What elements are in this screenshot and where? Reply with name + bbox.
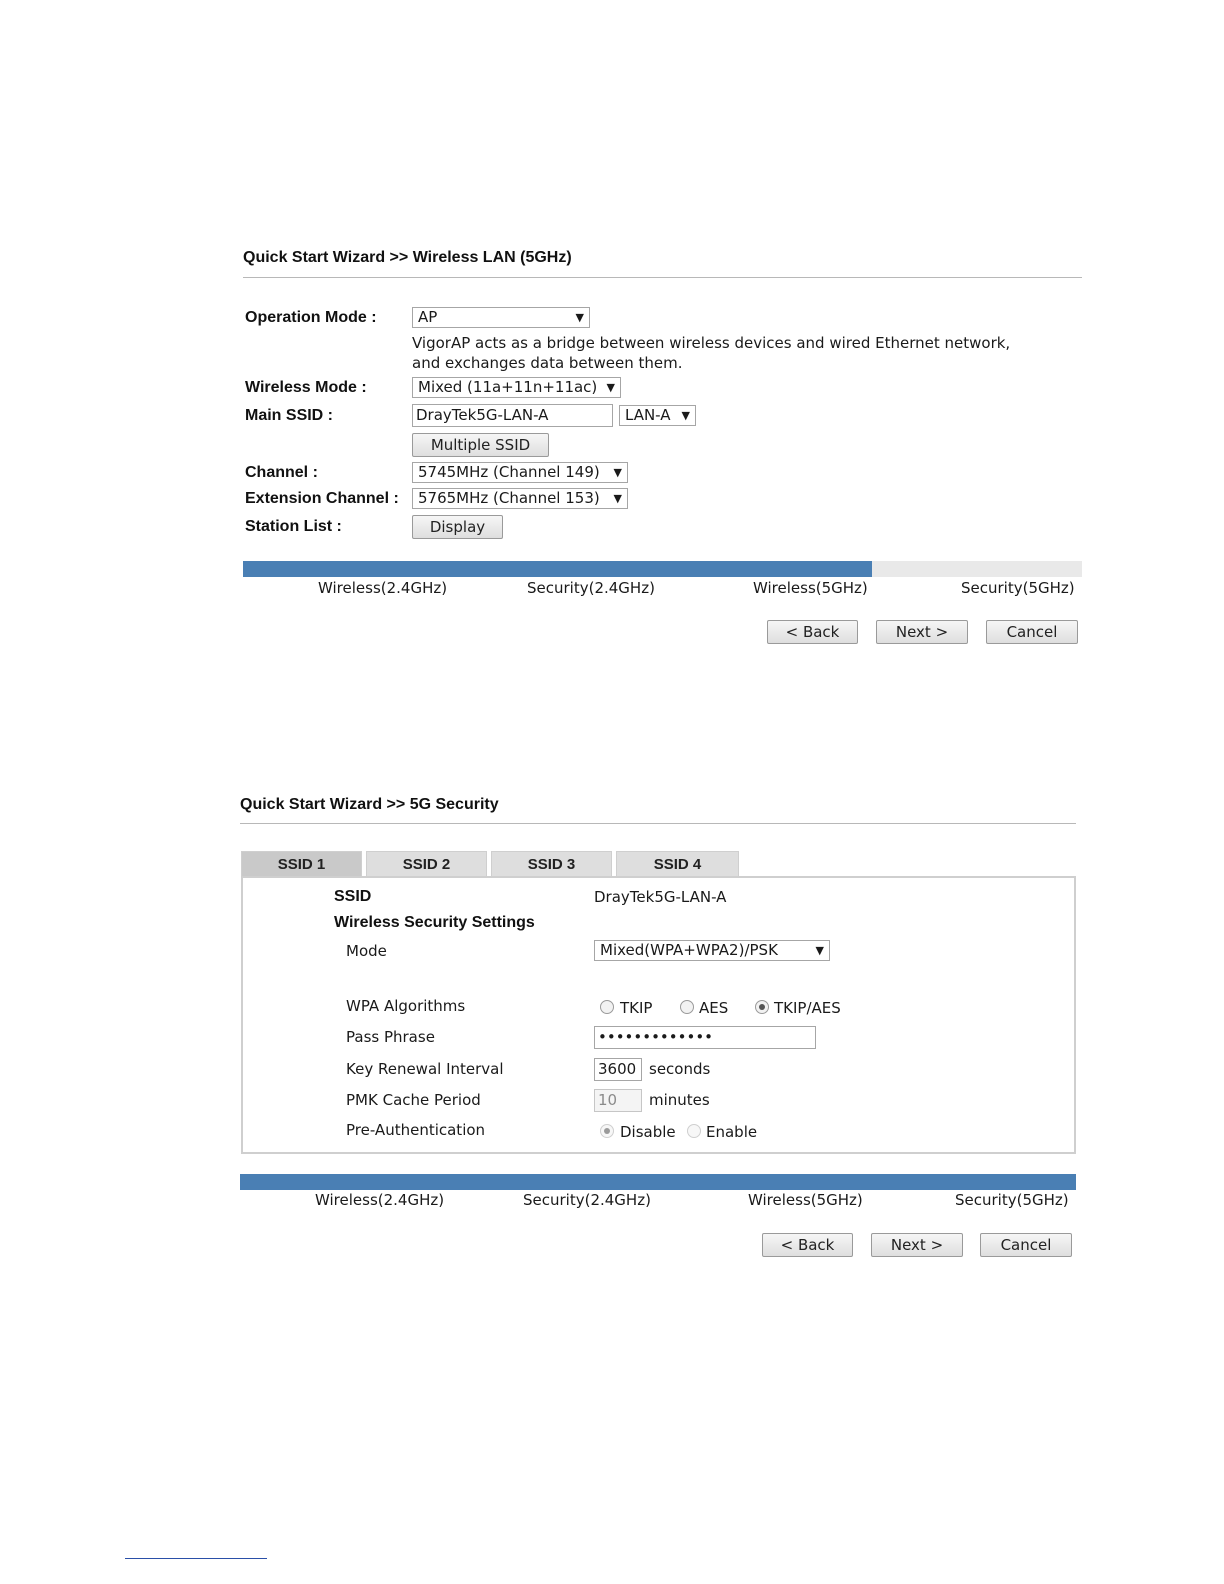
operation-mode-description-1: VigorAP acts as a bridge between wireless devices and wired Ethernet network, (412, 334, 1011, 352)
step-wireless-5: Wireless(5GHz) (753, 579, 868, 597)
cancel-button[interactable]: Cancel (980, 1233, 1072, 1257)
wpa-aes-label: AES (699, 999, 729, 1017)
station-list-label: Station List : (245, 518, 342, 535)
pmk-cache-label: PMK Cache Period (346, 1091, 481, 1109)
wpa-tkip-aes-label: TKIP/AES (774, 999, 841, 1017)
dropdown-arrow-icon: ▼ (815, 944, 824, 957)
wpa-aes-radio[interactable] (680, 1000, 694, 1014)
back-button[interactable]: < Back (762, 1233, 853, 1257)
key-renewal-label: Key Renewal Interval (346, 1060, 504, 1078)
step-wireless-5: Wireless(5GHz) (748, 1191, 863, 1209)
pre-authentication-label: Pre-Authentication (346, 1121, 486, 1139)
security-mode-select[interactable] (594, 940, 830, 961)
next-button[interactable]: Next > (871, 1233, 963, 1257)
security-mode-value: Mixed(WPA+WPA2)/PSK (600, 941, 778, 959)
wireless-mode-select[interactable] (412, 377, 621, 398)
dropdown-arrow-icon: ▼ (606, 381, 615, 394)
next-button[interactable]: Next > (876, 620, 968, 644)
preauth-disable-radio[interactable] (600, 1124, 614, 1138)
wireless-security-settings-heading: Wireless Security Settings (334, 914, 535, 931)
wizard-progress-bar (243, 561, 1082, 577)
wpa-tkip-radio[interactable] (600, 1000, 614, 1014)
tab-ssid-1[interactable]: SSID 1 (241, 851, 362, 877)
tab-ssid-3[interactable]: SSID 3 (491, 851, 612, 877)
cancel-button[interactable]: Cancel (986, 620, 1078, 644)
dropdown-arrow-icon: ▼ (681, 409, 690, 422)
channel-select[interactable] (412, 462, 628, 483)
wpa-algorithms-label: WPA Algorithms (346, 997, 466, 1015)
extension-channel-value: 5765MHz (Channel 153) (418, 489, 600, 507)
tab-ssid-2[interactable]: SSID 2 (366, 851, 487, 877)
step-security-24: Security(2.4GHz) (527, 579, 655, 597)
main-ssid-label: Main SSID : (245, 407, 334, 424)
dropdown-arrow-icon: ▼ (613, 492, 622, 505)
step-security-5: Security(5GHz) (961, 579, 1075, 597)
lan-value: LAN-A (625, 406, 671, 424)
preauth-disable-label: Disable (620, 1123, 676, 1141)
step-security-5: Security(5GHz) (955, 1191, 1069, 1209)
back-button[interactable]: < Back (767, 620, 858, 644)
wpa-tkip-label: TKIP (620, 999, 653, 1017)
key-renewal-input[interactable]: 3600 (594, 1058, 642, 1081)
operation-mode-description-2: and exchanges data between them. (412, 354, 683, 372)
channel-value: 5745MHz (Channel 149) (418, 463, 600, 481)
pass-phrase-input[interactable]: ••••••••••••• (594, 1026, 816, 1049)
dropdown-arrow-icon: ▼ (575, 311, 584, 324)
security5g-title: Quick Start Wizard >> 5G Security (240, 796, 499, 813)
key-renewal-unit: seconds (649, 1060, 711, 1078)
operation-mode-value: AP (418, 308, 438, 326)
extension-channel-label: Extension Channel : (245, 490, 399, 507)
pmk-cache-input[interactable]: 10 (594, 1089, 642, 1112)
step-wireless-24: Wireless(2.4GHz) (315, 1191, 445, 1209)
operation-mode-select[interactable] (412, 307, 590, 328)
pmk-cache-unit: minutes (649, 1091, 710, 1109)
wireless-mode-value: Mixed (11a+11n+11ac) (418, 378, 598, 396)
mode-label: Mode (346, 942, 387, 960)
operation-mode-label: Operation Mode : (245, 309, 377, 326)
security5g-title-rule (240, 823, 1076, 824)
dropdown-arrow-icon: ▼ (613, 466, 622, 479)
footnote-link-underline (125, 1558, 267, 1559)
wlan5g-title-rule (243, 277, 1082, 278)
wizard-progress-bar-security (240, 1174, 1076, 1190)
wlan5g-title: Quick Start Wizard >> Wireless LAN (5GHz) (243, 249, 572, 266)
multiple-ssid-button[interactable]: Multiple SSID (412, 433, 549, 457)
ssid-value: DrayTek5G-LAN-A (594, 888, 727, 906)
extension-channel-select[interactable] (412, 488, 628, 509)
tab-ssid-4[interactable]: SSID 4 (616, 851, 739, 877)
wireless-mode-label: Wireless Mode : (245, 379, 367, 396)
ssid-label: SSID (334, 888, 372, 905)
lan-select[interactable] (619, 405, 696, 426)
wizard-progress-fill (243, 561, 872, 577)
wpa-tkip-aes-radio[interactable] (755, 1000, 769, 1014)
channel-label: Channel : (245, 464, 318, 481)
main-ssid-input[interactable]: DrayTek5G-LAN-A (412, 404, 613, 427)
preauth-enable-label: Enable (706, 1123, 758, 1141)
preauth-enable-radio[interactable] (687, 1124, 701, 1138)
step-security-24: Security(2.4GHz) (523, 1191, 651, 1209)
wizard-progress-fill-security (240, 1174, 1076, 1190)
pass-phrase-label: Pass Phrase (346, 1028, 435, 1046)
display-button[interactable]: Display (412, 515, 503, 539)
step-wireless-24: Wireless(2.4GHz) (318, 579, 448, 597)
